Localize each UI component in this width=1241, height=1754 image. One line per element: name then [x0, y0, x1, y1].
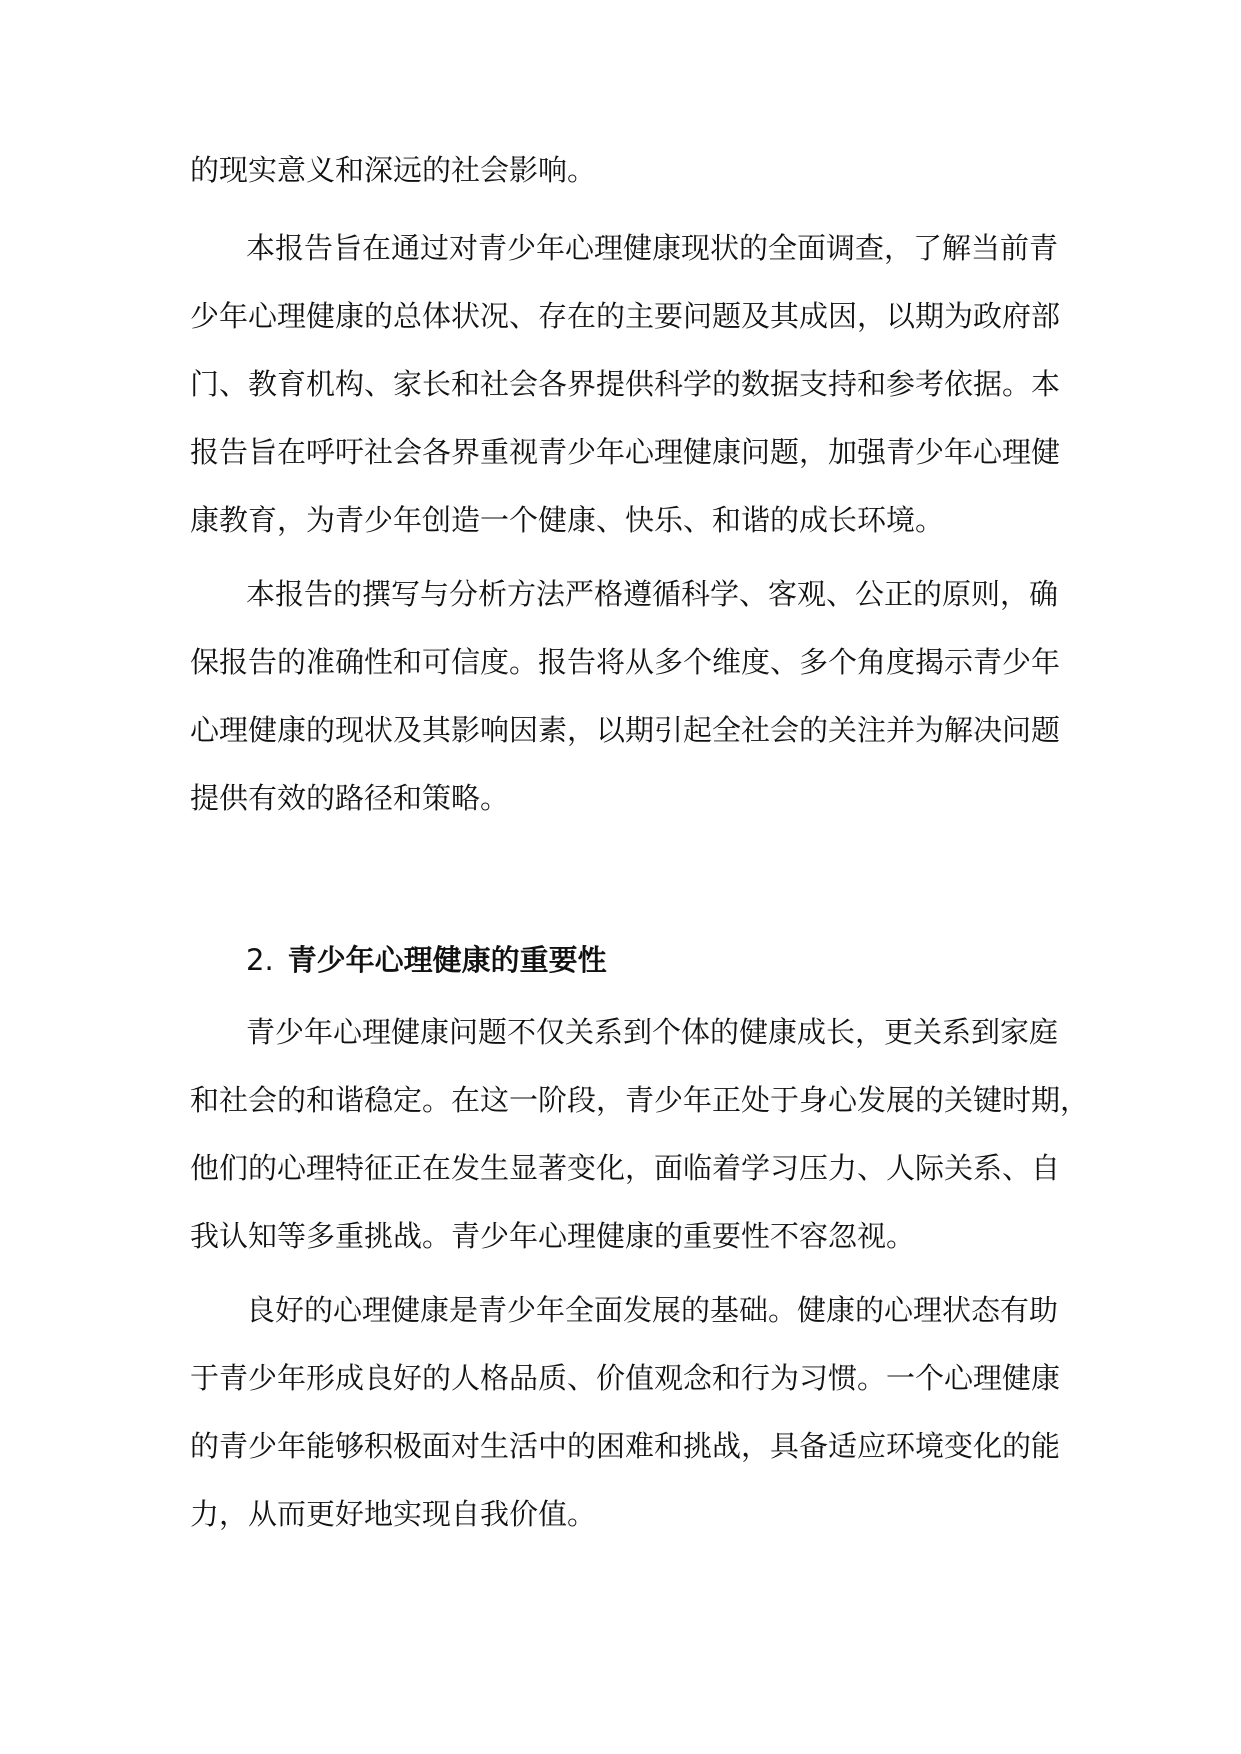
paragraph-line: 和社会的和谐稳定。在这一阶段，青少年正处于身心发展的关键时期， — [190, 1083, 1090, 1117]
paragraph-line: 我认知等多重挑战。青少年心理健康的重要性不容忽视。 — [190, 1219, 916, 1253]
paragraph-line: 的青少年能够积极面对生活中的困难和挑战，具备适应环境变化的能 — [190, 1429, 1061, 1463]
paragraph-line: 青少年心理健康问题不仅关系到个体的健康成长，更关系到家庭 — [246, 1015, 1059, 1049]
paragraph-line: 提供有效的路径和策略。 — [190, 781, 510, 815]
paragraph-line: 心理健康的现状及其影响因素，以期引起全社会的关注并为解决问题 — [190, 713, 1061, 747]
paragraph-line: 本报告的撰写与分析方法严格遵循科学、客观、公正的原则，确 — [246, 577, 1059, 611]
paragraph-line: 的现实意义和深远的社会影响。 — [190, 153, 597, 187]
paragraph-line: 保报告的准确性和可信度。报告将从多个维度、多个角度揭示青少年 — [190, 645, 1061, 679]
paragraph-line: 报告旨在呼吁社会各界重视青少年心理健康问题，加强青少年心理健 — [190, 435, 1061, 469]
paragraph-line: 良好的心理健康是青少年全面发展的基础。健康的心理状态有助 — [246, 1293, 1059, 1327]
section-heading — [246, 940, 607, 980]
section-title: 青少年心理健康的重要性 — [287, 943, 607, 977]
paragraph-line: 康教育，为青少年创造一个健康、快乐、和谐的成长环境。 — [190, 503, 945, 537]
paragraph-line: 少年心理健康的总体状况、存在的主要问题及其成因，以期为政府部 — [190, 299, 1061, 333]
section-number: 2. — [246, 943, 274, 977]
paragraph-line: 门、教育机构、家长和社会各界提供科学的数据支持和参考依据。本 — [190, 367, 1061, 401]
paragraph-line: 本报告旨在通过对青少年心理健康现状的全面调查，了解当前青 — [246, 231, 1059, 265]
paragraph-line: 力，从而更好地实现自我价值。 — [190, 1497, 597, 1531]
paragraph-line: 他们的心理特征正在发生显著变化，面临着学习压力、人际关系、自 — [190, 1151, 1061, 1185]
paragraph-line: 于青少年形成良好的人格品质、价值观念和行为习惯。一个心理健康 — [190, 1361, 1061, 1395]
